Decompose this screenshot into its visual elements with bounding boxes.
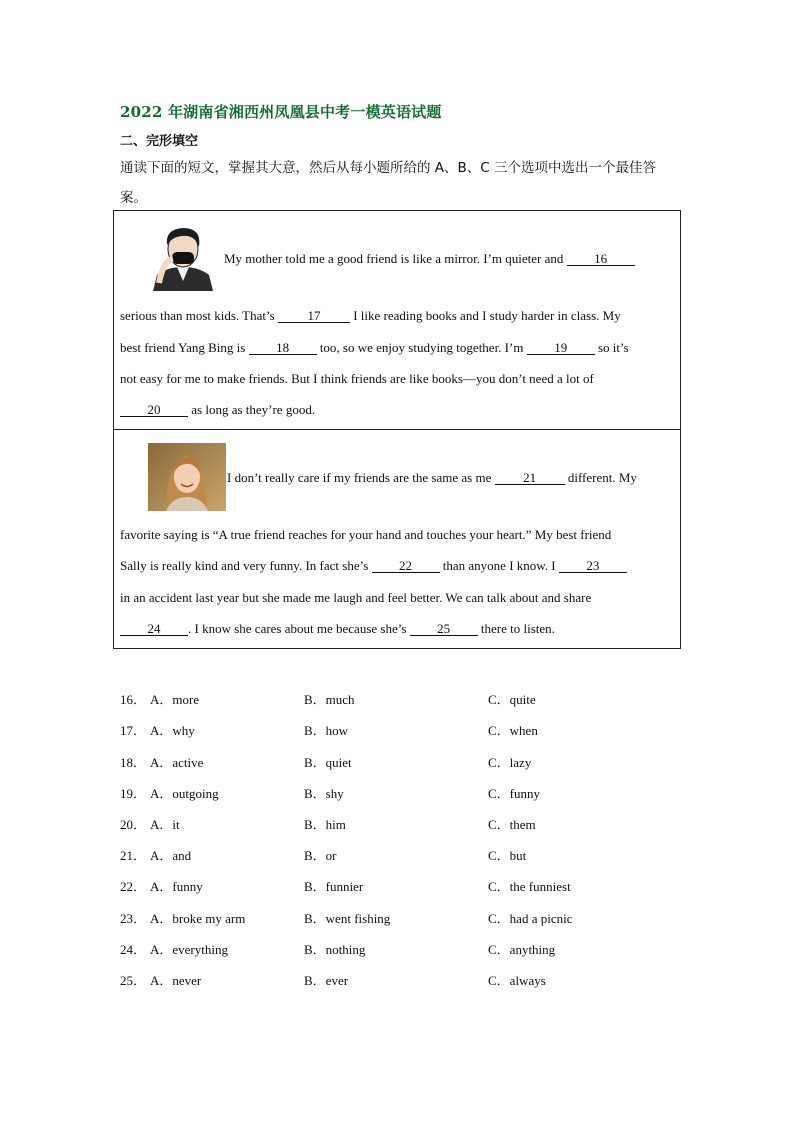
- question-number: 18．: [120, 755, 147, 770]
- option-a[interactable]: A．outgoing: [150, 786, 219, 801]
- question-25: [120, 970, 680, 990]
- option-b[interactable]: B．shy: [304, 786, 344, 801]
- question-18: [120, 752, 680, 772]
- p1-line-1: My mother told me a good friend is like a mirror. I’m quieter and 16: [224, 251, 635, 267]
- question-17: [120, 720, 680, 740]
- option-b[interactable]: B．went fishing: [304, 911, 391, 926]
- question-number: 17．: [120, 723, 147, 738]
- question-20: [120, 814, 680, 834]
- question-24: [120, 939, 680, 959]
- option-a[interactable]: A．everything: [150, 942, 228, 957]
- option-a[interactable]: A．funny: [150, 879, 203, 894]
- question-number: 16．: [120, 692, 147, 707]
- p1-line-5: 20 as long as they’re good.: [120, 402, 315, 418]
- blank-19[interactable]: 19: [527, 341, 595, 355]
- girl-photo: [148, 443, 226, 511]
- option-b[interactable]: B．how: [304, 723, 349, 738]
- p1-line-4: not easy for me to make friends. But I think friends are like books—you don’t need a lot of: [120, 371, 594, 386]
- blank-18[interactable]: 18: [249, 341, 317, 355]
- option-c[interactable]: C．when: [488, 723, 538, 738]
- option-a[interactable]: A．it: [150, 817, 180, 832]
- option-c[interactable]: C．lazy: [488, 755, 532, 770]
- option-a[interactable]: A．broke my arm: [150, 911, 246, 926]
- question-number: 23．: [120, 911, 147, 926]
- blank-24[interactable]: 24: [120, 622, 188, 636]
- blank-22[interactable]: 22: [372, 559, 440, 573]
- question-number: 19．: [120, 786, 147, 801]
- option-a[interactable]: A．never: [150, 973, 202, 988]
- blank-25[interactable]: 25: [410, 622, 478, 636]
- p1-line-3: best friend Yang Bing is 18 too, so we enjoy studying together. I’m 19 so it’s: [120, 340, 629, 355]
- option-c[interactable]: C．but: [488, 848, 527, 863]
- question-number: 25．: [120, 973, 147, 988]
- option-b[interactable]: B．ever: [304, 973, 349, 988]
- blank-20[interactable]: 20: [120, 403, 188, 417]
- page-title: 2022 年湖南省湘西州凤凰县中考一模英语试题: [120, 103, 442, 121]
- option-b[interactable]: B．nothing: [304, 942, 366, 957]
- blank-23[interactable]: 23: [559, 559, 627, 573]
- option-c[interactable]: C．funny: [488, 786, 541, 801]
- p2-line-5: 24 . I know she cares about me because she’s 25 there to listen.: [120, 621, 555, 637]
- p2-line-3: Sally is really kind and very funny. In fact she’s 22 than anyone I know. I 23: [120, 558, 627, 574]
- option-b[interactable]: B．quiet: [304, 755, 352, 770]
- question-23: [120, 908, 680, 928]
- p2-line-1: I don’t really care if my friends are the same as me 21 different. My: [227, 470, 637, 485]
- option-c[interactable]: C．them: [488, 817, 536, 832]
- option-b[interactable]: B．him: [304, 817, 346, 832]
- p2-line-2: favorite saying is “A true friend reaches for your hand and touches your heart.” My best friend: [120, 527, 612, 542]
- blank-21[interactable]: 21: [495, 471, 565, 485]
- option-a[interactable]: A．active: [150, 755, 204, 770]
- instructions: 通读下面的短文，掌握其大意，然后从每小题所给的 A、B、C 三个选项中选出一个最佳答案。: [120, 160, 657, 206]
- option-b[interactable]: B．or: [304, 848, 337, 863]
- question-number: 21．: [120, 848, 147, 863]
- question-number: 24．: [120, 942, 147, 957]
- question-22: [120, 876, 680, 896]
- option-a[interactable]: A．more: [150, 692, 200, 707]
- p1-line-2: serious than most kids. That’s 17 I like reading books and I study harder in class. My: [120, 308, 621, 323]
- option-c[interactable]: C．always: [488, 973, 546, 988]
- p2-line-4: in an accident last year but she made me laugh and feel better. We can talk about and share: [120, 590, 592, 605]
- blank-17[interactable]: 17: [278, 309, 350, 323]
- option-c[interactable]: C．had a picnic: [488, 911, 573, 926]
- boy-illustration: [147, 223, 219, 291]
- option-b[interactable]: B．much: [304, 692, 355, 707]
- blank-16[interactable]: 16: [567, 252, 635, 266]
- option-c[interactable]: C．quite: [488, 692, 536, 707]
- question-number: 20．: [120, 817, 147, 832]
- section-heading: 二、完形填空: [120, 134, 199, 149]
- question-16: [120, 689, 680, 709]
- question-number: 22．: [120, 879, 147, 894]
- option-a[interactable]: A．and: [150, 848, 192, 863]
- question-21: [120, 845, 680, 865]
- option-c[interactable]: C．the funniest: [488, 879, 571, 894]
- question-19: [120, 783, 680, 803]
- option-b[interactable]: B．funnier: [304, 879, 364, 894]
- option-c[interactable]: C．anything: [488, 942, 556, 957]
- option-a[interactable]: A．why: [150, 723, 195, 738]
